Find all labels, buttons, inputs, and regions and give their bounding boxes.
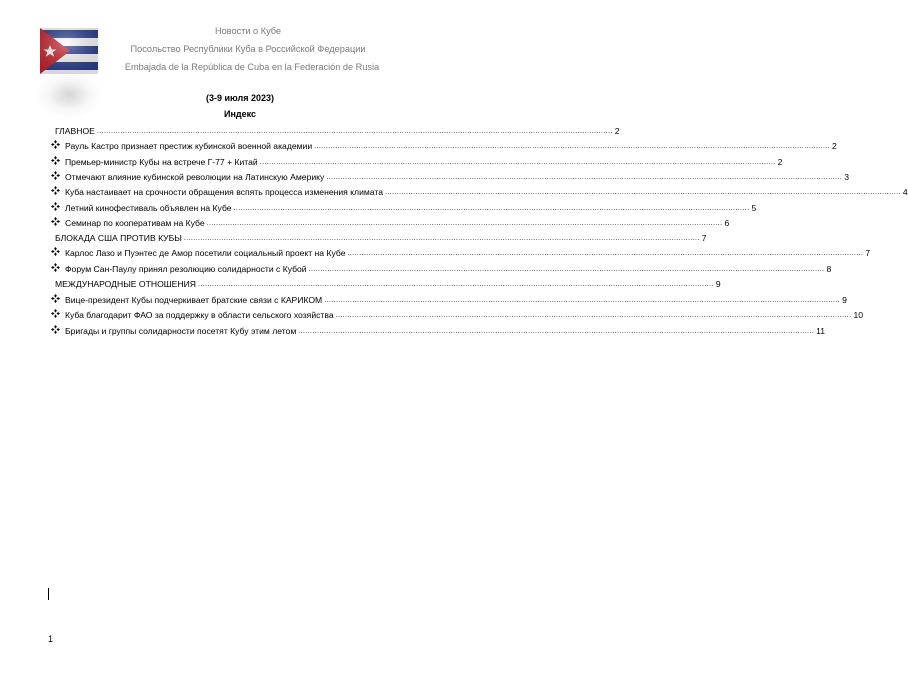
toc-leader-dots: ............................................................................................................................................................................................................................ xyxy=(259,159,776,166)
toc-item-row[interactable] xyxy=(65,216,730,229)
toc-leader-dots: ............................................................................................................................................................................................................................ xyxy=(206,220,723,227)
toc-item-row[interactable] xyxy=(65,155,783,168)
toc-page-number: 5 xyxy=(751,203,757,213)
toc-item-row[interactable] xyxy=(65,262,832,275)
toc-page-number: 7 xyxy=(865,248,871,258)
index-heading: Индекс xyxy=(223,109,256,119)
toc-page-number: 10 xyxy=(853,310,864,320)
toc-entry-title: Вице-президент Кубы подчеркивает братские связи с КАРИКОМ xyxy=(65,295,323,305)
toc-entry-title: МЕЖДУНАРОДНЫЕ ОТНОШЕНИЯ xyxy=(55,279,196,289)
header-title: Новости о Кубе xyxy=(214,26,282,36)
four-diamond-bullet-icon xyxy=(51,186,60,195)
toc-entry-title: Летний кинофестиваль объявлен на Кубе xyxy=(65,203,232,213)
toc-entry-title: ГЛАВНОЕ xyxy=(55,126,95,136)
toc-page-number: 3 xyxy=(844,172,849,182)
toc-item-row[interactable] xyxy=(65,139,837,152)
four-diamond-bullet-icon xyxy=(51,140,60,149)
toc-entry-title: Куба благодарит ФАО за поддержку в области сельского хозяйства xyxy=(65,310,334,320)
toc-page-number: 2 xyxy=(832,141,837,151)
toc-leader-dots: ............................................................................................................................................................................................................................ xyxy=(298,328,815,335)
toc-item-row[interactable] xyxy=(65,170,849,183)
toc-leader-dots: ............................................................................................................................................................................................................................ xyxy=(96,128,613,135)
toc-entry-title: Бригады и группы солидарности посетят Кубу этим летом xyxy=(65,326,297,336)
toc-section-row[interactable] xyxy=(55,231,707,244)
four-diamond-bullet-icon xyxy=(51,309,60,318)
toc-leader-dots: ............................................................................................................................................................................................................................ xyxy=(197,281,714,288)
toc-entry-title: Семинар по кооперативам на Кубе xyxy=(65,218,205,228)
toc-entry-title: Куба настаивает на срочности обращения вспять процесса изменения климата xyxy=(65,187,383,197)
toc-leader-dots: ............................................................................................................................................................................................................................ xyxy=(308,266,825,273)
toc-page-number: 7 xyxy=(701,233,707,243)
toc-leader-dots: ............................................................................................................................................................................................................................ xyxy=(347,250,864,257)
toc-item-row[interactable] xyxy=(65,185,908,198)
toc-item-row[interactable] xyxy=(65,246,871,259)
toc-leader-dots: ............................................................................................................................................................................................................................ xyxy=(314,143,830,150)
toc-page-number: 9 xyxy=(842,295,847,305)
toc-item-row[interactable] xyxy=(65,308,864,321)
four-diamond-bullet-icon xyxy=(51,294,60,303)
toc-page-number: 9 xyxy=(715,279,721,289)
toc-page-number: 4 xyxy=(902,187,908,197)
toc-entry-title: Рауль Кастро признает престиж кубинской военной академии xyxy=(65,141,313,151)
four-diamond-bullet-icon xyxy=(51,247,60,256)
toc-entry-title: БЛОКАДА США ПРОТИВ КУБЫ xyxy=(55,233,182,243)
toc-page-number: 11 xyxy=(816,326,826,336)
toc-entry-title: Форум Сан-Паулу принял резолюцию солидарности с Кубой xyxy=(65,264,307,274)
header-embassy-ru: Посольство Республики Куба в Российской Федерации xyxy=(130,44,366,54)
toc-page-number: 8 xyxy=(826,264,832,274)
toc-item-row[interactable] xyxy=(65,201,757,214)
date-range: (3-9 июля 2023) xyxy=(206,93,274,103)
toc-leader-dots: ............................................................................................................................................................................................................................ xyxy=(183,235,700,242)
toc-leader-dots: ............................................................................................................................................................................................................................ xyxy=(335,312,852,319)
text-cursor xyxy=(48,588,49,600)
four-diamond-bullet-icon xyxy=(51,171,60,180)
toc-item-row[interactable] xyxy=(65,324,826,337)
toc-section-row[interactable] xyxy=(55,277,721,290)
page-number: 1 xyxy=(48,634,54,644)
toc-entry-title: Карлос Лазо и Пуэнтес де Амор посетили социальный проект на Кубе xyxy=(65,248,346,258)
toc-item-row[interactable] xyxy=(65,293,847,306)
toc-leader-dots: ............................................................................................................................................................................................................................ xyxy=(385,189,901,196)
header-embassy-es: Embajada de la República de Cuba en la Federación de Rusia xyxy=(124,62,380,72)
four-diamond-bullet-icon xyxy=(51,156,60,165)
four-diamond-bullet-icon xyxy=(51,263,60,272)
toc-page-number: 6 xyxy=(724,218,730,228)
toc-leader-dots: ............................................................................................................................................................................................................................ xyxy=(233,205,750,212)
toc-section-row[interactable] xyxy=(55,124,620,137)
four-diamond-bullet-icon xyxy=(51,325,60,334)
toc-entry-title: Отмечают влияние кубинской революции на Латинскую Америку xyxy=(65,172,325,182)
four-diamond-bullet-icon xyxy=(51,217,60,226)
toc-entry-title: Премьер-министр Кубы на встрече Г-77 + Китай xyxy=(65,157,258,167)
four-diamond-bullet-icon xyxy=(51,202,60,211)
toc-leader-dots: ............................................................................................................................................................................................................................ xyxy=(324,297,841,304)
toc-leader-dots: ............................................................................................................................................................................................................................ xyxy=(326,174,843,181)
toc-page-number: 2 xyxy=(777,157,783,167)
toc-page-number: 2 xyxy=(614,126,620,136)
